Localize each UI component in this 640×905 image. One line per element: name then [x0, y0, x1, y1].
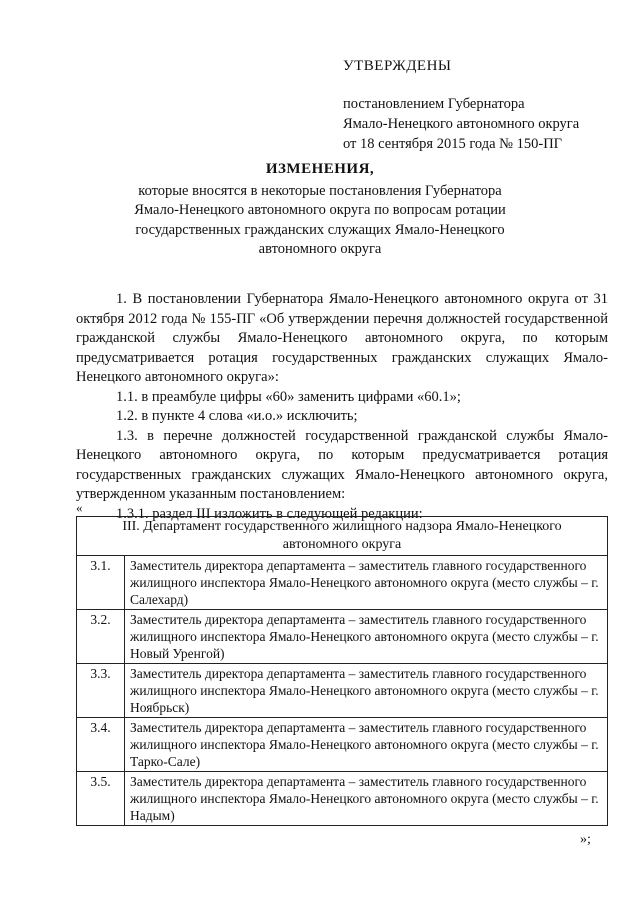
- approval-line-3: от 18 сентября 2015 года № 150-ПГ: [343, 136, 563, 152]
- paragraph-1-2: 1.2. в пункте 4 слова «и.о.» исключить;: [116, 408, 358, 424]
- row-number: 3.1.: [77, 556, 125, 610]
- paragraph-1-3-1: 1.3.1. раздел III изложить в следующей редакции:: [116, 505, 423, 522]
- row-position-text: Заместитель директора департамента – заместитель главного государственного жилищного инспектора Ямало-Ненецкого автономного округа (место службы – г. Надым): [125, 772, 608, 826]
- row-number: 3.4.: [77, 718, 125, 772]
- document-body: [76, 290, 608, 524]
- title-subline-3: государственных гражданских служащих Ямало-Ненецкого: [135, 221, 505, 238]
- approved-label: УТВЕРЖДЕНЫ: [343, 58, 452, 74]
- title-subline-1: которые вносятся в некоторые постановления Губернатора: [138, 182, 502, 199]
- row-number: 3.3.: [77, 664, 125, 718]
- table-header-row: [77, 517, 608, 556]
- paragraph-1: 1. В постановлении Губернатора Ямало-Ненецкого автономного округа от 31 октября 2012 года № 155-ПГ «Об утверждении перечня должностей государственной гражданской службы Ямало-Ненецкого автономного округа, по которым предусматривается ротация государственных гражданских служащих Ямало-Ненецкого автономного округа»:: [76, 291, 608, 385]
- row-position-text: Заместитель директора департамента – заместитель главного государственного жилищного инспектора Ямало-Ненецкого автономного округа (место службы – г. Салехард): [125, 556, 608, 610]
- title-subline-4: автономного округа: [258, 241, 382, 257]
- row-position-text: Заместитель директора департамента – заместитель главного государственного жилищного инспектора Ямало-Ненецкого автономного округа (место службы – г. Новый Уренгой): [125, 610, 608, 664]
- document-title: [0, 160, 640, 260]
- closing-quote: »;: [580, 832, 591, 847]
- row-number: 3.2.: [77, 610, 125, 664]
- table-row: [77, 664, 608, 718]
- table-row: [77, 610, 608, 664]
- approval-line-2: Ямало-Ненецкого автономного округа: [343, 116, 580, 132]
- row-position-text: Заместитель директора департамента – заместитель главного государственного жилищного инспектора Ямало-Ненецкого автономного округа (место службы – г. Ноябрьск): [125, 664, 608, 718]
- paragraph-1-3: 1.3. в перечне должностей государственной гражданской службы Ямало-Ненецкого автономного округа, по которым предусматривается ротация государственных гражданских служащих Ямало-Ненецкого автономного округа, утвержденном указанным постановлением:: [76, 427, 608, 502]
- row-number: 3.5.: [77, 772, 125, 826]
- positions-table: [76, 516, 608, 826]
- paragraph-1-1: 1.1. в преамбуле цифры «60» заменить цифрами «60.1»;: [116, 388, 461, 405]
- approval-block: [343, 56, 579, 154]
- opening-quote: «: [76, 500, 83, 515]
- table-row: [77, 556, 608, 610]
- approval-line-1: постановлением Губернатора: [343, 96, 525, 112]
- table-header-cell: III. Департамент государственного жилищного надзора Ямало-Ненецкого автономного округа: [77, 517, 608, 556]
- title-heading: ИЗМЕНЕНИЯ,: [265, 161, 375, 177]
- row-position-text: Заместитель директора департамента – заместитель главного государственного жилищного инспектора Ямало-Ненецкого автономного округа (место службы – г. Тарко-Сале): [125, 718, 608, 772]
- table-row: [77, 718, 608, 772]
- title-subline-2: Ямало-Ненецкого автономного округа по вопросам ротации: [134, 202, 506, 218]
- table-row: [77, 772, 608, 826]
